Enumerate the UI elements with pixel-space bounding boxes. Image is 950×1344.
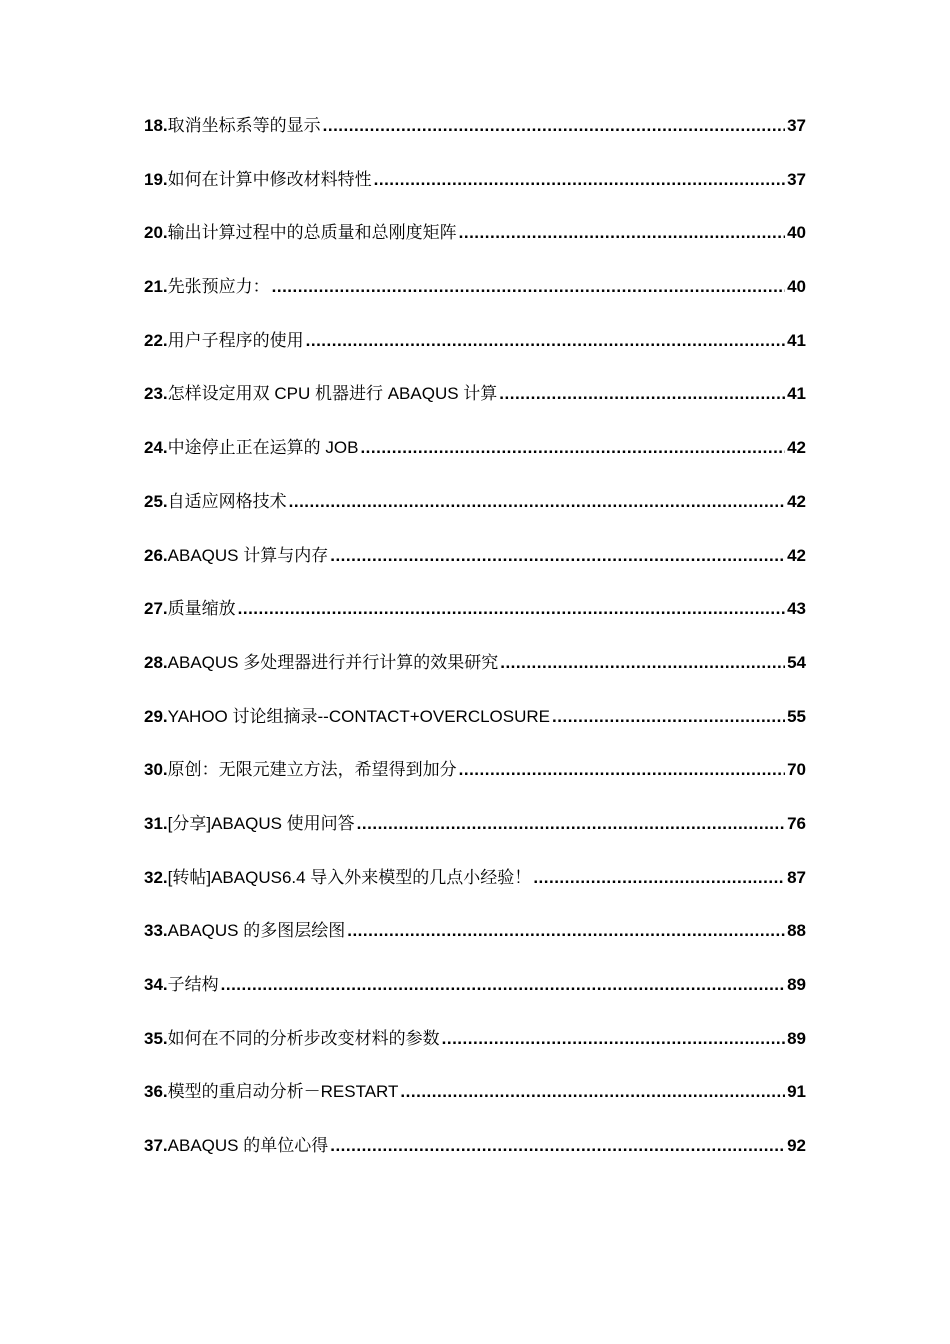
toc-entry-page-number: 41: [787, 330, 806, 350]
toc-entry-title: ABAQUS 的多图层绘图: [167, 921, 346, 941]
toc-entry-page-number: 40: [787, 277, 806, 297]
toc-entry[interactable]: [144, 220, 806, 274]
toc-entry-page-number: 76: [787, 813, 806, 833]
toc-dot-leader: [347, 918, 785, 944]
toc-entry-number: 33.: [144, 921, 168, 941]
toc-entry-number: 29.: [144, 706, 168, 726]
toc-entry-number: 32.: [144, 867, 168, 887]
toc-entry-number: 21.: [144, 277, 168, 297]
toc-dot-leader: [459, 757, 785, 783]
toc-dot-leader: [533, 865, 785, 891]
toc-entry-number: 18.: [144, 116, 168, 135]
toc-entry-title: [转帖]ABAQUS6.4 导入外来模型的几点小经验！: [167, 867, 532, 887]
toc-entry-number: 24.: [144, 438, 168, 458]
toc-entry[interactable]: [144, 1079, 806, 1133]
toc-entry-title: 怎样设定用双 CPU 机器进行 ABAQUS 计算: [167, 384, 498, 404]
toc-entry[interactable]: [144, 757, 806, 811]
toc-dot-leader: [374, 167, 785, 193]
toc-entry-title: ABAQUS 计算与内存: [167, 545, 329, 565]
toc-entry-title: 中途停止正在运算的 JOB: [167, 438, 359, 458]
toc-entry-page-number: 92: [787, 1136, 806, 1156]
toc-entry-number: 26.: [144, 545, 168, 565]
toc-entry-title: 先张预应力：: [167, 277, 270, 297]
toc-entry-title: ABAQUS 的单位心得: [167, 1136, 329, 1156]
toc-entry-page-number: 42: [787, 438, 806, 458]
toc-entry-number: 31.: [144, 813, 168, 833]
toc-dot-leader: [459, 220, 785, 246]
toc-entry-number: 37.: [144, 1136, 168, 1156]
toc-entry[interactable]: [144, 596, 806, 650]
toc-entry-page-number: 70: [787, 760, 806, 780]
toc-dot-leader: [442, 1026, 785, 1052]
toc-entry[interactable]: [144, 489, 806, 543]
toc-entry[interactable]: [144, 972, 806, 1026]
toc-entry[interactable]: [144, 1133, 806, 1187]
toc-entry[interactable]: [144, 704, 806, 758]
toc-entry[interactable]: [144, 328, 806, 382]
toc-entry[interactable]: [144, 543, 806, 597]
toc-entry-page-number: 40: [787, 223, 806, 243]
toc-dot-leader: [238, 596, 785, 622]
toc-entry[interactable]: [144, 865, 806, 919]
toc-entry-title: YAHOO 讨论组摘录--CONTACT+OVERCLOSURE: [167, 706, 551, 726]
toc-entry-page-number: 87: [787, 867, 806, 887]
toc-entry-page-number: 43: [787, 599, 806, 619]
toc-entry-number: 30.: [144, 760, 168, 780]
toc-entry[interactable]: [144, 1026, 806, 1080]
toc-entry-title: 取消坐标系等的显示: [167, 116, 321, 135]
toc-dot-leader: [330, 1133, 785, 1159]
toc-dot-leader: [330, 543, 785, 569]
toc-dot-leader: [400, 1079, 785, 1105]
toc-entry-title: 质量缩放: [167, 599, 236, 619]
toc-dot-leader: [499, 381, 785, 407]
toc-entry-title: 输出计算过程中的总质量和总刚度矩阵: [167, 223, 457, 243]
toc-entry[interactable]: [144, 381, 806, 435]
toc-entry[interactable]: [144, 274, 806, 328]
toc-entry-number: 25.: [144, 491, 168, 511]
toc-entry-title: 如何在计算中修改材料特性: [167, 169, 372, 189]
table-of-contents: [144, 113, 806, 1187]
toc-entry[interactable]: [144, 435, 806, 489]
toc-entry-number: 28.: [144, 652, 168, 672]
toc-entry-title: [分享]ABAQUS 使用问答: [167, 813, 355, 833]
toc-dot-leader: [357, 811, 785, 837]
toc-dot-leader: [500, 650, 785, 676]
toc-entry[interactable]: [144, 811, 806, 865]
toc-entry-page-number: 54: [787, 652, 806, 672]
toc-entry-title: 子结构: [167, 975, 219, 994]
toc-entry-page-number: 88: [787, 921, 806, 941]
toc-dot-leader: [306, 328, 785, 354]
toc-entry-title: 模型的重启动分析－RESTART: [167, 1082, 399, 1102]
toc-dot-leader: [360, 435, 785, 461]
toc-entry-number: 35.: [144, 1028, 168, 1048]
toc-entry[interactable]: [144, 113, 806, 167]
toc-dot-leader: [323, 113, 785, 139]
toc-dot-leader: [552, 704, 785, 730]
toc-entry-title: 原创：无限元建立方法，希望得到加分: [167, 760, 457, 780]
toc-entry-page-number: 89: [787, 1028, 806, 1048]
toc-entry-number: 20.: [144, 223, 168, 243]
toc-entry-page-number: 89: [787, 975, 806, 994]
toc-entry-number: 36.: [144, 1082, 168, 1102]
toc-entry-number: 34.: [144, 975, 168, 994]
toc-dot-leader: [272, 274, 785, 300]
toc-entry[interactable]: [144, 167, 806, 221]
toc-entry-title: ABAQUS 多处理器进行并行计算的效果研究: [167, 652, 499, 672]
toc-entry-number: 27.: [144, 599, 168, 619]
toc-entry-title: 用户子程序的使用: [167, 330, 304, 350]
toc-entry-number: 19.: [144, 169, 168, 189]
toc-entry-title: 自适应网格技术: [167, 491, 287, 511]
toc-entry-page-number: 37: [787, 169, 806, 189]
toc-entry-title: 如何在不同的分析步改变材料的参数: [167, 1028, 440, 1048]
toc-entry-page-number: 91: [787, 1082, 806, 1102]
toc-dot-leader: [289, 489, 785, 515]
toc-entry-page-number: 37: [787, 116, 806, 135]
toc-entry-number: 22.: [144, 330, 168, 350]
toc-entry-page-number: 41: [787, 384, 806, 404]
toc-entry-page-number: 55: [787, 706, 806, 726]
toc-entry-page-number: 42: [787, 545, 806, 565]
toc-entry[interactable]: [144, 650, 806, 704]
toc-entry[interactable]: [144, 918, 806, 972]
toc-entry-page-number: 42: [787, 491, 806, 511]
toc-entry-number: 23.: [144, 384, 168, 404]
toc-dot-leader: [221, 972, 785, 998]
